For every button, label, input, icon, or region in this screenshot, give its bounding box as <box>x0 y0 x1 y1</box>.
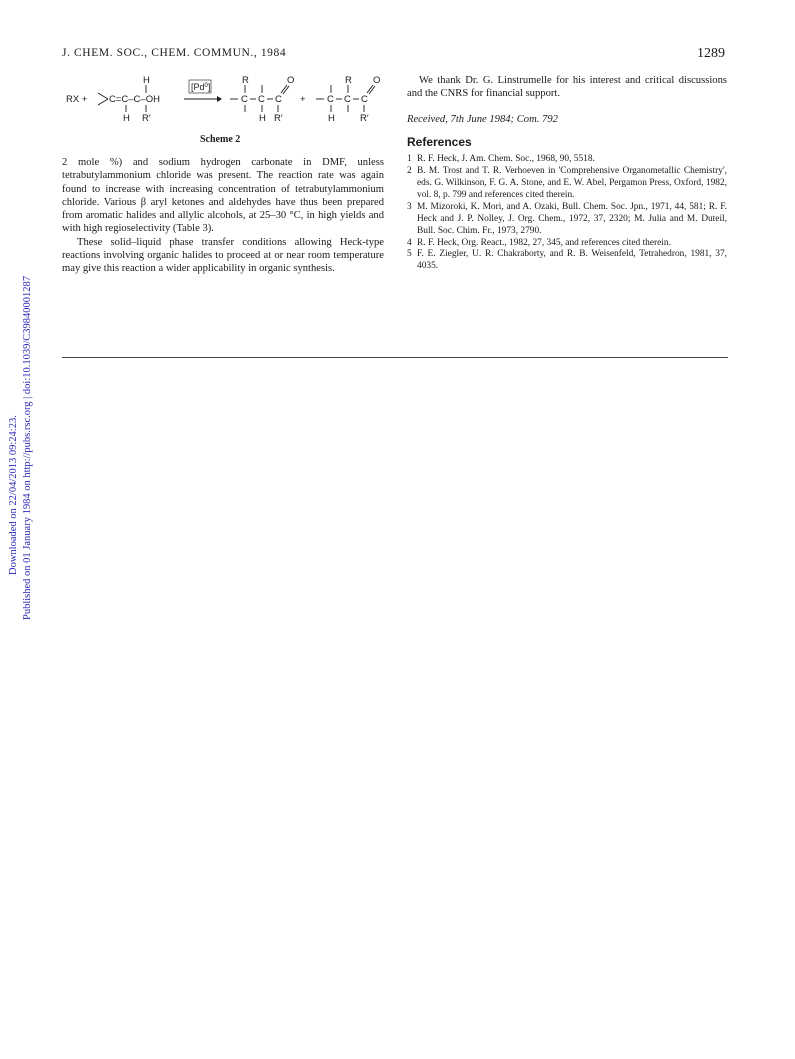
scheme-atom-rprime: R′ <box>360 113 369 124</box>
scheme-atom-h-top: H <box>143 75 150 86</box>
reference-item <box>407 154 727 166</box>
scheme-atom-rprime: R′ <box>274 113 283 124</box>
download-notice-line[interactable]: Downloaded on 22/04/2013 09:24:23. <box>8 415 19 575</box>
body-paragraph: These solid–liquid phase transfer conditions allowing Heck-type reactions involving organic halides to proceed at or near room temperature may give this reaction a wider applicability in organic synthesis. <box>62 236 384 275</box>
reference-item <box>407 166 727 202</box>
right-column <box>407 74 727 273</box>
reference-number: 4 <box>407 237 412 248</box>
page-divider <box>62 357 728 358</box>
body-paragraph: 2 mole %) and sodium hydrogen carbonate in DMF, unless tetrabutylammonium chloride was present. The reaction rate was again found to increase with increasing concentration of tetrabutylammonium chloride. Various β aryl ketones and aldehydes have thus been prepared from aromatic halides and allylic alcohols, at 25–30 °C, in high yields and with high regioselectivity (Table 3). <box>62 157 384 235</box>
reference-item <box>407 238 727 250</box>
scheme-bond <box>98 93 108 99</box>
reference-text: R. F. Heck, Org. React., 1982, 27, 345, and references cited therein. <box>417 237 671 248</box>
scheme-reagent: [Pd$^0$] <box>191 82 211 92</box>
scheme-bond <box>283 86 289 94</box>
scheme-atom-o: O <box>373 75 381 86</box>
scheme-atom-c: C <box>327 94 334 105</box>
left-column <box>62 156 384 276</box>
scheme-bond <box>369 86 375 94</box>
scheme-atom-c: C <box>258 94 265 105</box>
scheme-atom-h: H <box>328 113 335 124</box>
scheme-atom-c: C <box>361 94 368 105</box>
scheme-plus: + <box>300 94 306 105</box>
scheme-atom-c: C <box>275 94 282 105</box>
scheme-2-diagram <box>62 72 402 132</box>
reference-number: 5 <box>407 249 412 260</box>
scheme-atom-c: C <box>241 94 248 105</box>
scheme-atom-c: C <box>344 94 351 105</box>
reference-text: M. Mizoroki, K. Mori, and A. Ozaki, Bull. Chem. Soc. Jpn., 1971, 44, 581; R. F. Heck and J. P. Nolley, J. Org. Chem., 1972, 37, 2320; M. Julia and M. Duteil, Bull. Soc. Chim. Fr., 1973, 2790. <box>417 201 727 236</box>
reference-text: B. M. Trost and T. R. Verhoeven in 'Comprehensive Organometallic Chemistry', eds. G. Wilkinson, F. G. A. Stone, and E. W. Abel, Pergamon Press, Oxford, 1982, vol. 8, p. 799 and references cited therein. <box>417 166 727 200</box>
received-line: Received, 7th June 1984; Com. 792 <box>407 113 558 125</box>
scheme-arrowhead <box>217 96 222 102</box>
reference-text: F. E. Ziegler, U. R. Chakraborty, and R. B. Weisenfeld, Tetrahedron, 1981, 37, 4035. <box>417 249 727 272</box>
references-list <box>407 154 727 273</box>
scheme-caption: Scheme 2 <box>200 134 241 145</box>
reference-item <box>407 249 727 273</box>
doi-notice-line[interactable]: Published on 01 January 1984 on http://pubs.rsc.org | doi:10.1039/C39840001287 <box>22 275 33 620</box>
scheme-bond <box>98 99 108 105</box>
scheme-atom-r: R <box>242 75 249 86</box>
reference-item <box>407 202 727 238</box>
reference-number: 2 <box>407 166 412 177</box>
scheme-atom-r: R <box>345 75 352 86</box>
scheme-atom-rprime: R′ <box>142 113 151 124</box>
reference-number: 1 <box>407 154 412 165</box>
reference-number: 3 <box>407 201 412 212</box>
journal-header: J. CHEM. SOC., CHEM. COMMUN., 1984 <box>62 47 287 59</box>
scheme-bond <box>281 85 287 93</box>
page-number: 1289 <box>697 46 725 61</box>
scheme-rx-label: RX + <box>66 94 88 105</box>
scheme-bond <box>367 85 373 93</box>
scheme-atom-h-bottom: H <box>123 113 130 124</box>
scheme-atom-o: O <box>287 75 295 86</box>
scheme-reactant-chain: C=C–C–OH <box>109 94 160 105</box>
references-heading: References <box>407 134 472 149</box>
acknowledgement: We thank Dr. G. Linstrumelle for his interest and critical discussions and the CNRS for financial support. <box>407 75 727 100</box>
scheme-atom-h: H <box>259 113 266 124</box>
reference-text: R. F. Heck, J. Am. Chem. Soc., 1968, 90, 5518. <box>417 154 595 165</box>
